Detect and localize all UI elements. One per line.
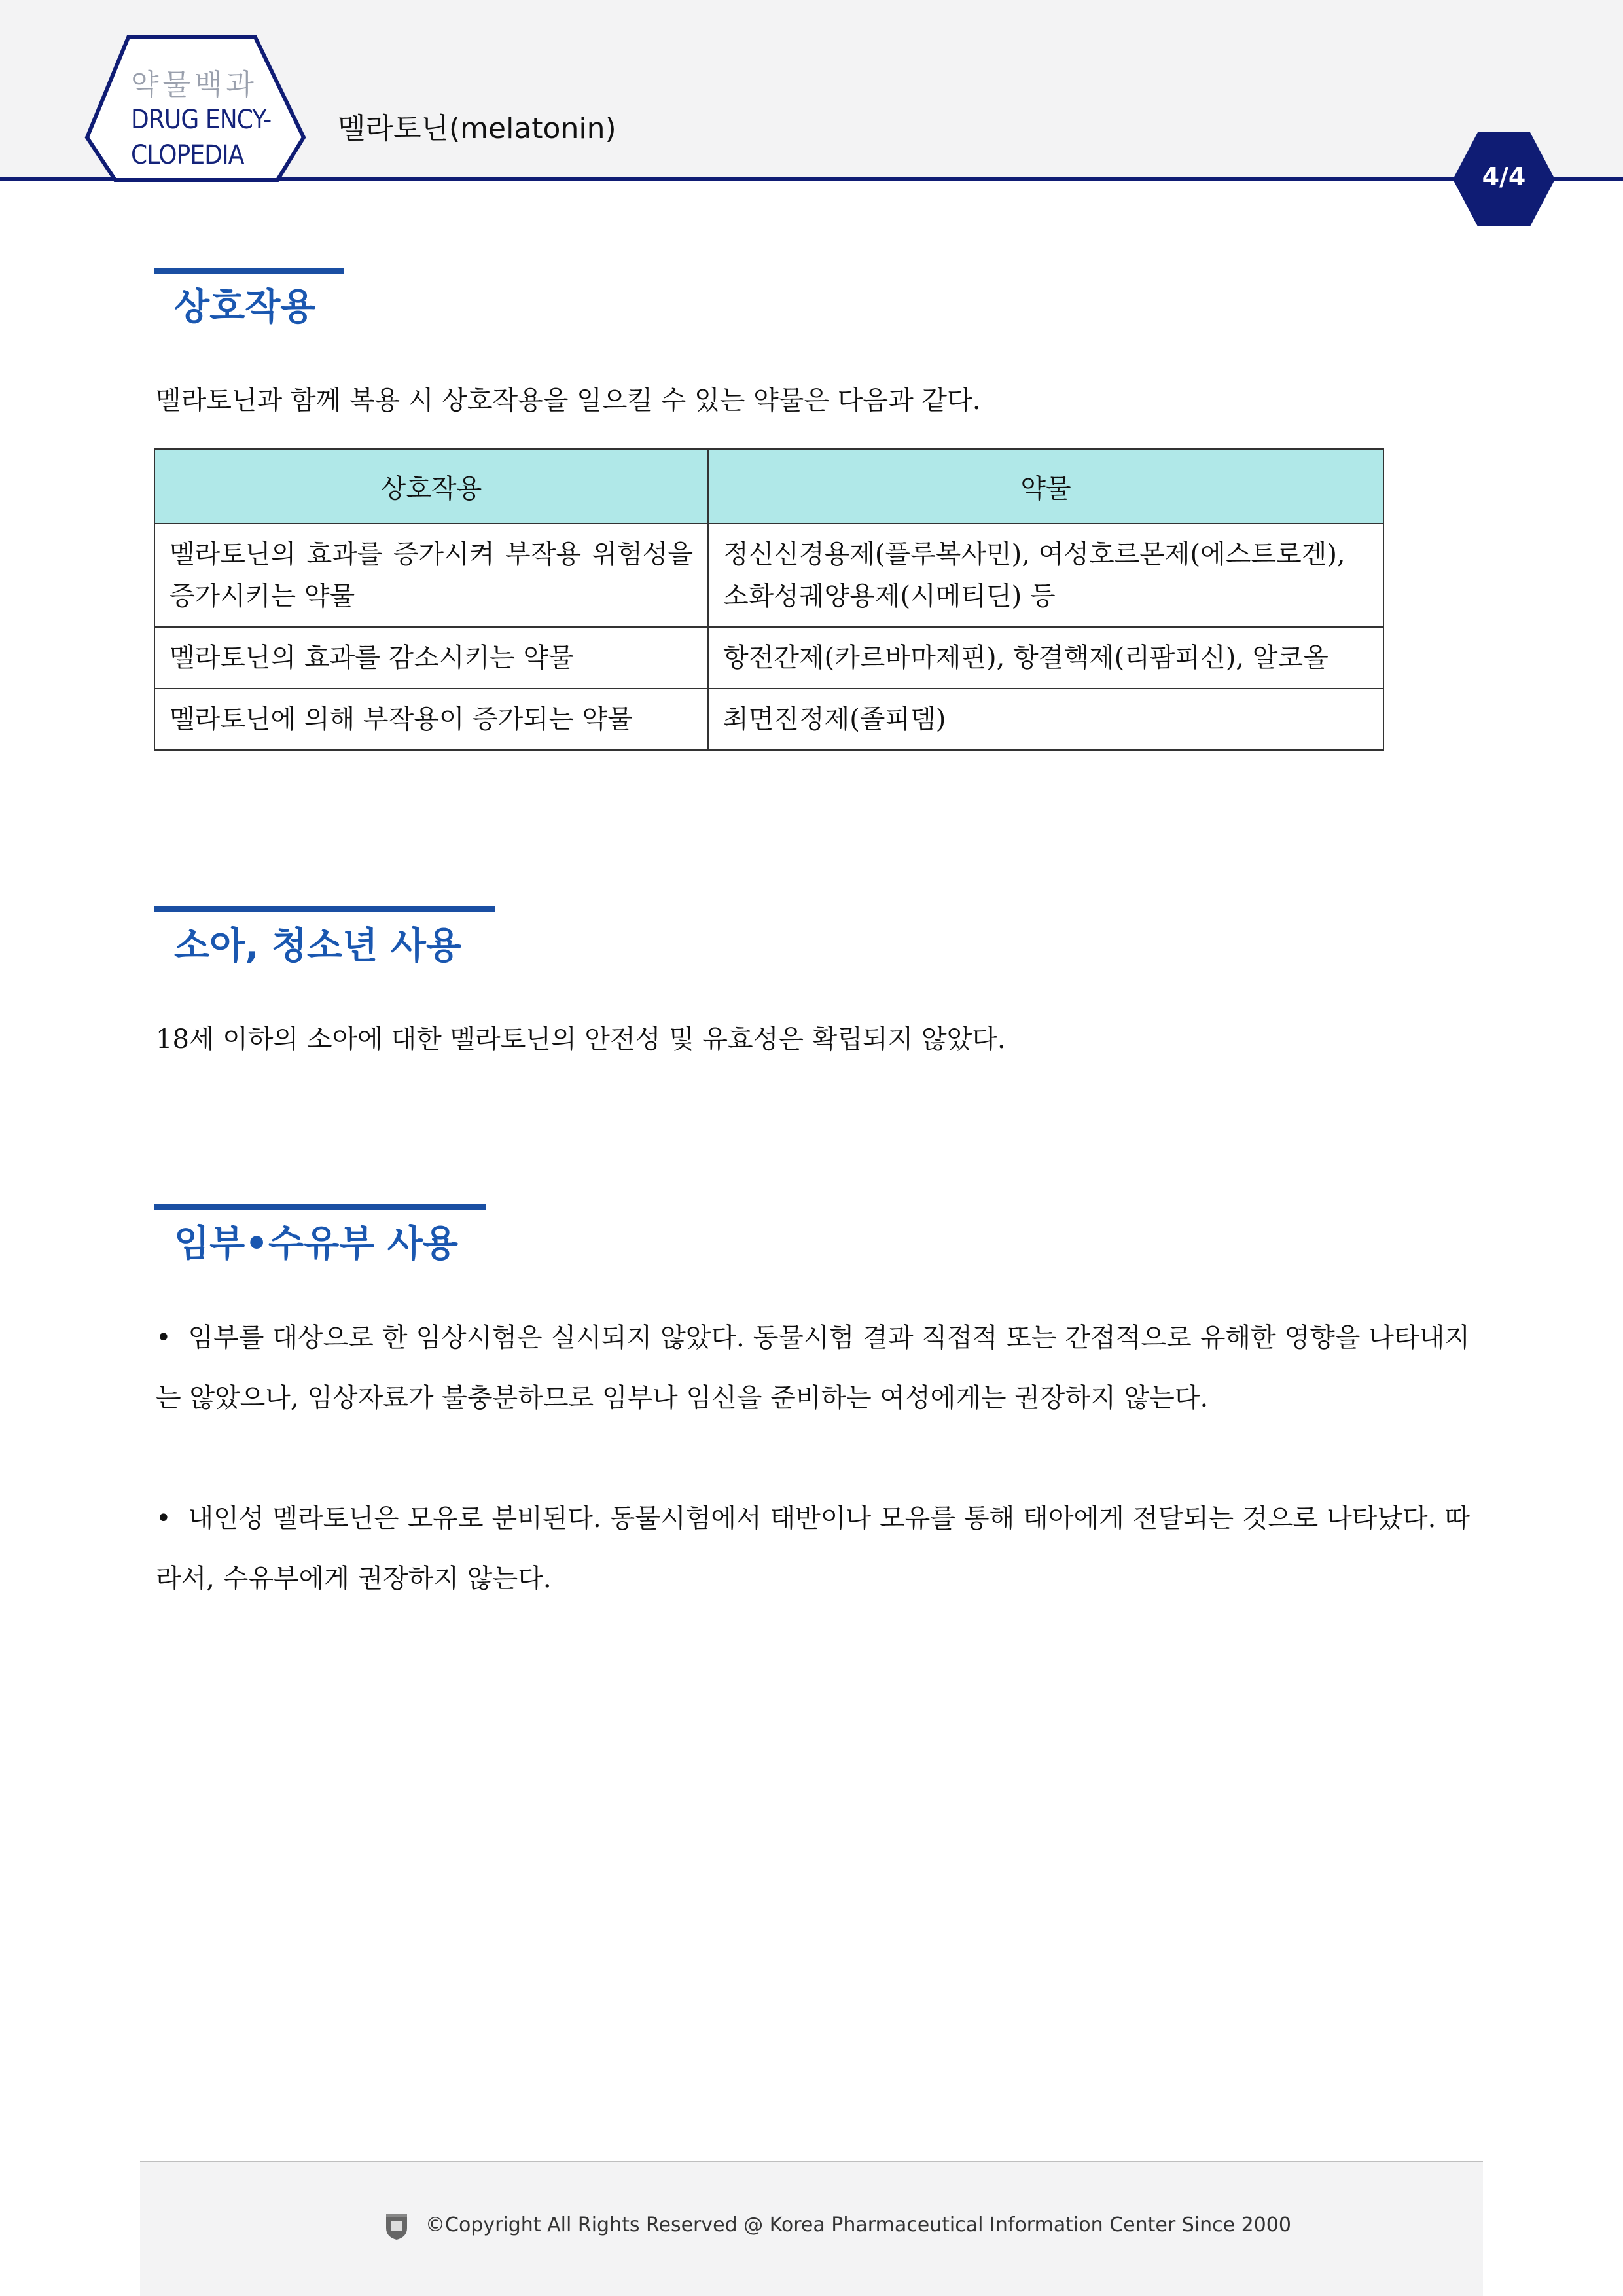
table-cell-interaction: 멜라토닌의 효과를 감소시키는 약물: [154, 627, 708, 689]
interactions-intro: 멜라토닌과 함께 복용 시 상호작용을 일으킬 수 있는 약물은 다음과 같다.: [156, 386, 981, 416]
table-row: [154, 689, 1383, 750]
table-row: [154, 524, 1383, 627]
logo-korean: 약물백과: [131, 68, 259, 101]
section-underline: [154, 906, 495, 912]
logo: [131, 68, 301, 173]
table-cell-interaction: 멜라토닌에 의해 부작용이 증가되는 약물: [154, 689, 708, 750]
section-title-pediatric: 소아, 청소년 사용: [174, 925, 461, 967]
shield-logo-icon: [383, 2212, 410, 2241]
pregnancy-bullet-text: 임부를 대상으로 한 임상시험은 실시되지 않았다. 동물시험 결과 직접적 또는 간접적으로 유해한 영향을 나타내지는 않았으나, 임상자료가 불충분하므로 임부나 임신을 준비하는 여성에게는 권장하지 않는다.: [156, 1323, 1470, 1413]
table-header-row: [154, 449, 1383, 524]
pregnancy-bullet: [156, 1488, 1470, 1609]
pediatric-text: 18세 이하의 소아에 대한 멜라토닌의 안전성 및 유효성은 확립되지 않았다.: [156, 1024, 1006, 1054]
table-cell-drug: 최면진정제(졸피뎀): [708, 689, 1383, 750]
interactions-table: [154, 448, 1384, 751]
table-cell-interaction: 멜라토닌의 효과를 증가시켜 부작용 위험성을 증가시키는 약물: [154, 524, 708, 627]
section-underline: [154, 268, 344, 274]
table-header-drug: 약물: [708, 449, 1383, 524]
bullet-marker: •: [156, 1323, 188, 1353]
section-underline: [154, 1204, 486, 1210]
table-cell-drug: 정신신경용제(플루복사민), 여성호르몬제(에스트로겐), 소화성궤양용제(시메티딘) 등: [708, 524, 1383, 627]
pregnancy-bullet: [156, 1308, 1470, 1428]
document-title: 멜라토닌(melatonin): [338, 112, 616, 145]
copyright-text: ©Copyright All Rights Reserved @ Korea Pharmaceutical Information Center Since 2000: [425, 2214, 1291, 2236]
section-title-interactions: 상호작용: [174, 286, 316, 329]
logo-english-line1: DRUG ENCY-: [131, 105, 272, 135]
page-number: 4/4: [1482, 162, 1526, 191]
pregnancy-bullet-text: 내인성 멜라토닌은 모유로 분비된다. 동물시험에서 태반이나 모유를 통해 태아에게 전달되는 것으로 나타났다. 따라서, 수유부에게 권장하지 않는다.: [156, 1503, 1470, 1594]
table-row: [154, 627, 1383, 689]
table-cell-drug: 항전간제(카르바마제핀), 항결핵제(리팜피신), 알코올: [708, 627, 1383, 689]
table-header-interaction: 상호작용: [154, 449, 708, 524]
section-title-pregnancy: 임부•수유부 사용: [174, 1223, 458, 1265]
logo-english-line2: CLOPEDIA: [131, 140, 244, 170]
bullet-marker: •: [156, 1503, 188, 1534]
